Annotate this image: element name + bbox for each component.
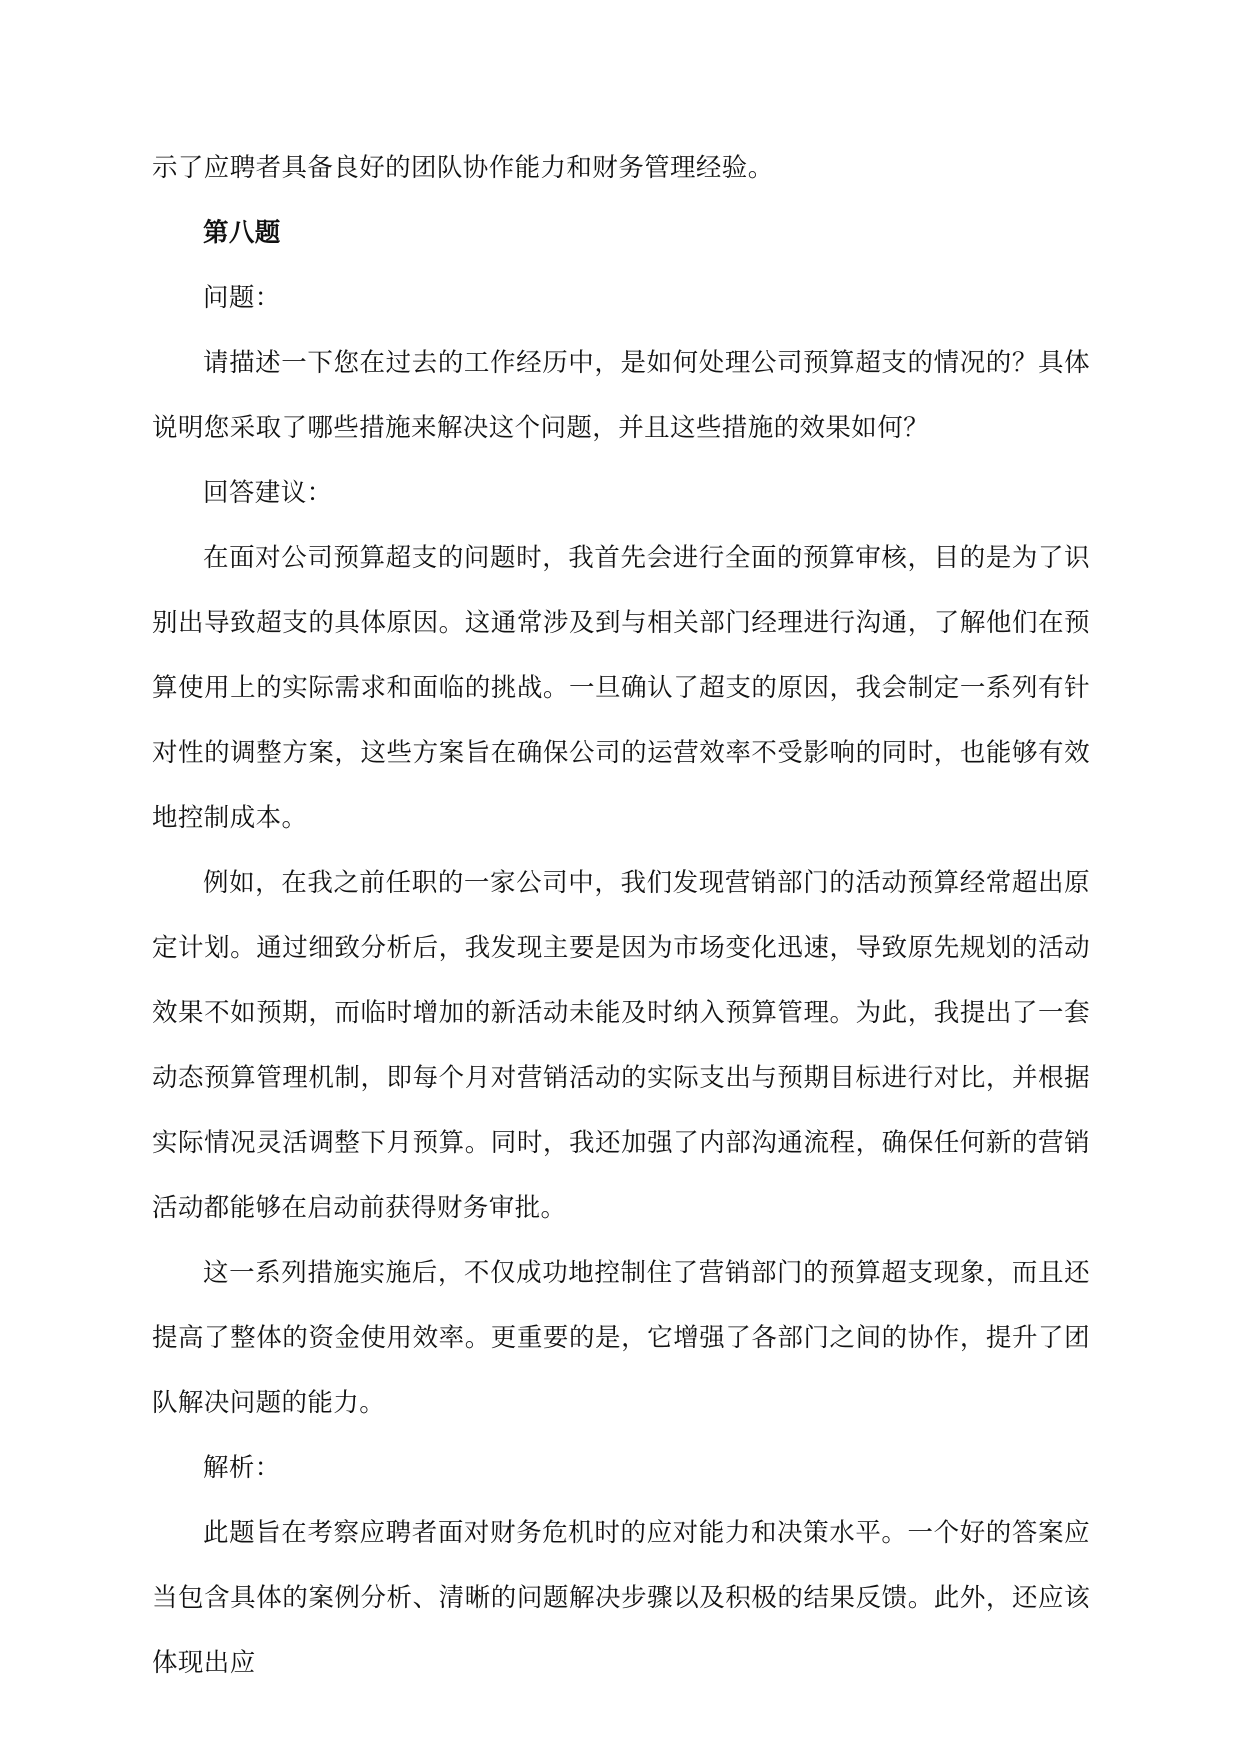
- continuation-paragraph: 示了应聘者具备良好的团队协作能力和财务管理经验。: [152, 153, 774, 183]
- answer-paragraph-3: 这一系列措施实施后，不仅成功地控制住了营销部门的预算超支现象，而且还提高了整体的资金使用效率。更重要的是，它增强了各部门之间的协作，提升了团队解决问题的能力。: [152, 1258, 1090, 1418]
- answer-paragraph-2: 例如，在我之前任职的一家公司中，我们发现营销部门的活动预算经常超出原定计划。通过细致分析后，我发现主要是因为市场变化迅速，导致原先规划的活动效果不如预期，而临时增加的新活动未能及时纳入预算管理。为此，我提出了一套动态预算管理机制，即每个月对营销活动的实际支出与预期目标进行对比，并根据实际情况灵活调整下月预算。同时，我还加强了内部沟通流程，确保任何新的营销活动都能够在启动前获得财务审批。: [152, 868, 1090, 1223]
- document-page: [152, 136, 1090, 1696]
- answer-paragraph-1: 在面对公司预算超支的问题时，我首先会进行全面的预算审核，目的是为了识别出导致超支的具体原因。这通常涉及到与相关部门经理进行沟通，了解他们在预算使用上的实际需求和面临的挑战。一旦确认了超支的原因，我会制定一系列有针对性的调整方案，这些方案旨在确保公司的运营效率不受影响的同时，也能够有效地控制成本。: [152, 543, 1090, 833]
- analysis-text: 此题旨在考察应聘者面对财务危机时的应对能力和决策水平。一个好的答案应当包含具体的案例分析、清晰的问题解决步骤以及积极的结果反馈。此外，还应该体现出应: [152, 1518, 1090, 1678]
- question-text: 请描述一下您在过去的工作经历中，是如何处理公司预算超支的情况的？具体说明您采取了哪些措施来解决这个问题，并且这些措施的效果如何？: [152, 348, 1090, 443]
- question-label: 问题：: [203, 283, 281, 313]
- answer-label: 回答建议：: [203, 478, 333, 508]
- question-heading: 第八题: [203, 218, 281, 248]
- analysis-label: 解析：: [203, 1453, 281, 1483]
